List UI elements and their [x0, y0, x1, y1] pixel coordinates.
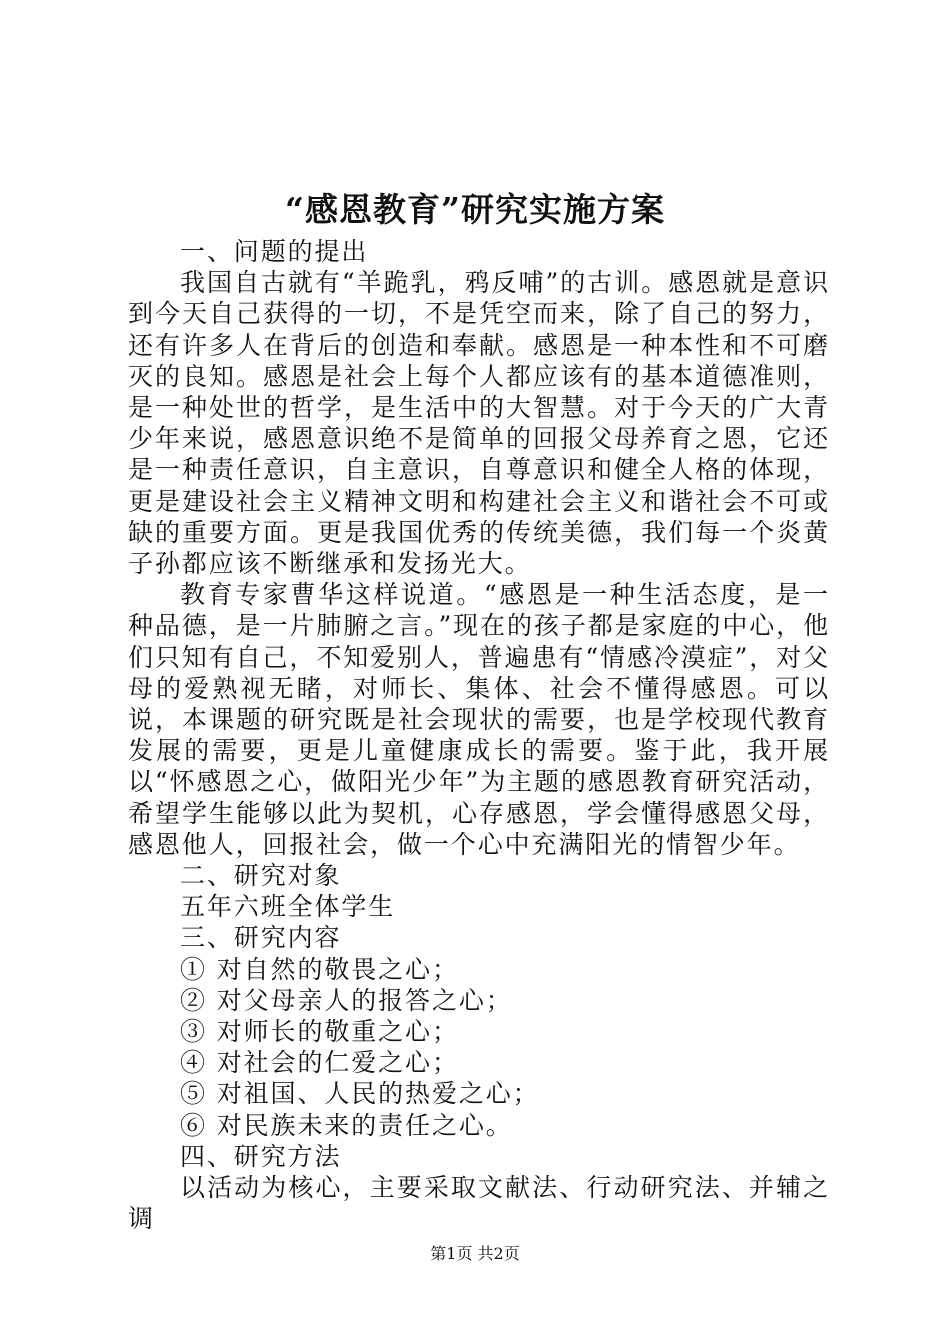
section-heading-subjects: 二、研究对象 [180, 861, 342, 891]
section-heading-problem: 一、问题的提出 [180, 237, 369, 266]
document-title: “感恩教育”研究实施方案 [285, 190, 665, 229]
list-item: ⑥ 对民族未来的责任之心。 [180, 1110, 513, 1140]
paragraph-methods: 以活动为核心，主要采取文献法、行动研究法、并辅之调 [128, 1173, 830, 1234]
section-heading-content: 三、研究内容 [180, 923, 342, 953]
list-item: ① 对自然的敬畏之心； [180, 954, 459, 984]
list-item: ③ 对师长的敬重之心； [180, 1017, 459, 1047]
paragraph-subjects: 五年六班全体学生 [180, 892, 396, 922]
list-item: ④ 对社会的仁爱之心； [180, 1048, 459, 1078]
section-heading-methods: 四、研究方法 [180, 1141, 342, 1171]
paragraph-background: 我国自古就有“羊跪乳，鸦反哺”的古训。感恩就是意识到今天自己获得的一切，不是凭空而来，除了自己的努力，还有许多人在背后的创造和奉献。感恩是一种本性和不可磨灭的良知。感恩是社会上每个人都应该有的基本道德准则，是一种处世的哲学，是生活中的大智慧。对于今天的广大青少年来说，感恩意识绝不是简单的回报父母养育之恩，它还是一种责任意识，自主意识，自尊意识和健全人格的体现，更是建设社会主义精神文明和构建社会主义和谐社会不可或缺的重要方面。更是我国优秀的传统美德，我们每一个炎黄子孙都应该不断继承和发扬光大。 [128, 268, 830, 579]
list-item: ② 对父母亲人的报答之心； [180, 985, 513, 1015]
document-body [128, 236, 830, 1235]
list-item: ⑤ 对祖国、人民的热爱之心； [180, 1079, 540, 1109]
page-footer: 第1页 共2页 [430, 1244, 520, 1263]
paragraph-expert-quote: 教育专家曹华这样说道。“感恩是一种生活态度，是一种品德，是一片肺腑之言。”现在的孩子都是家庭的中心，他们只知有自己，不知爱别人，普遍患有“情感冷漠症”，对父母的爱熟视无睹，对师长、集体、社会不懂得感恩。可以说，本课题的研究既是社会现状的需要，也是学校现代教育发展的需要，更是儿童健康成长的需要。鉴于此，我开展以“怀感恩之心，做阳光少年”为主题的感恩教育研究活动，希望学生能够以此为契机，心存感恩，学会懂得感恩父母，感恩他人，回报社会，做一个心中充满阳光的情智少年。 [128, 580, 830, 859]
